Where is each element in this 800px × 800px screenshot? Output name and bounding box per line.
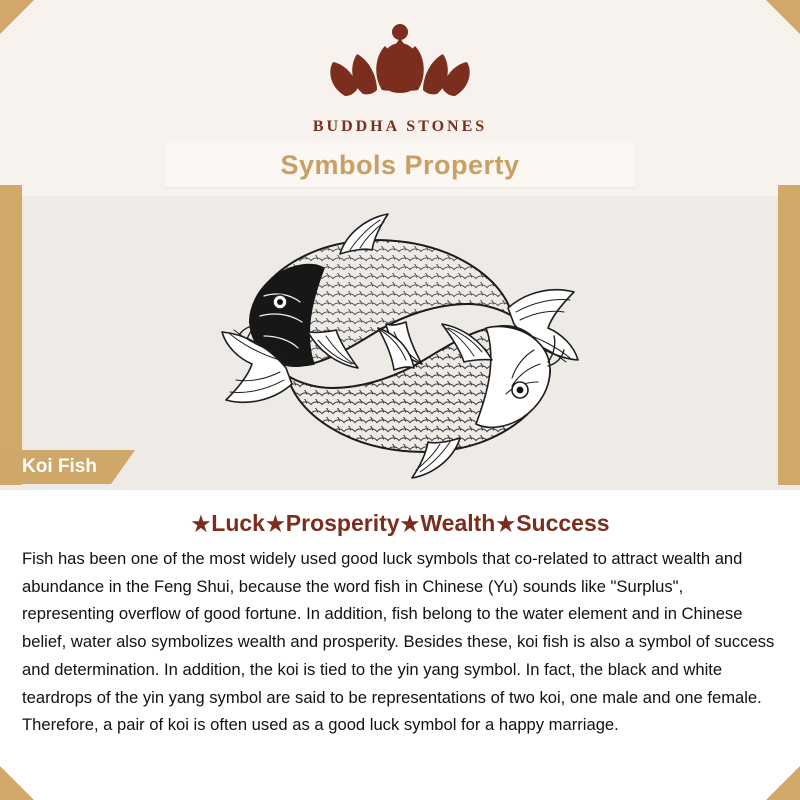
tagline-item-luck: Luck [211, 510, 265, 536]
section-label-tail [111, 450, 135, 484]
tagline-item-success: Success [516, 510, 610, 536]
content-area [0, 490, 800, 800]
star-icon-1: ★ [191, 513, 211, 536]
corner-decoration-top-right [766, 0, 800, 34]
section-label-body [0, 450, 111, 484]
brand-name: BUDDHA STONES [312, 118, 488, 135]
lotus-meditation-icon [325, 18, 475, 114]
tagline-item-wealth: Wealth [420, 510, 496, 536]
page-title-bar [165, 143, 635, 187]
edge-bar-right [778, 185, 800, 485]
brand-logo-block [0, 18, 800, 136]
section-label-ribbon [0, 450, 135, 484]
corner-decoration-bottom-left [0, 766, 34, 800]
star-icon-2: ★ [265, 513, 285, 536]
star-icon-4: ★ [496, 513, 516, 536]
corner-decoration-top-left [0, 0, 34, 34]
description-paragraph: Fish has been one of the most widely used good luck symbols that co-related to attract wealth and abundance in the Feng Shui, because the word fish in Chinese (Yu) sounds like "Surplus", representing overflow of good fortune. In addition, fish belong to the water element and in Chinese belief, water also symbolizes wealth and prosperity. Besides these, koi fish is also a symbol of success and determination. In addition, the koi is tied to the yin yang symbol. In fact, the black and white teardrops of the yin yang symbol are said to be representations of two koi, one male and one female. Therefore, a pair of koi is often used as a good luck symbol for a happy marriage. [22, 549, 775, 735]
corner-decoration-bottom-right [766, 766, 800, 800]
illustration-area [0, 196, 800, 490]
section-label-text: Koi Fish [22, 456, 97, 477]
star-icon-3: ★ [400, 513, 420, 536]
tagline-item-prosperity: Prosperity [285, 510, 400, 536]
tagline [0, 510, 800, 537]
two-koi-fish-yin-yang-illustration [190, 196, 610, 490]
edge-bar-left [0, 185, 22, 485]
page-title: Symbols Property [280, 149, 520, 180]
